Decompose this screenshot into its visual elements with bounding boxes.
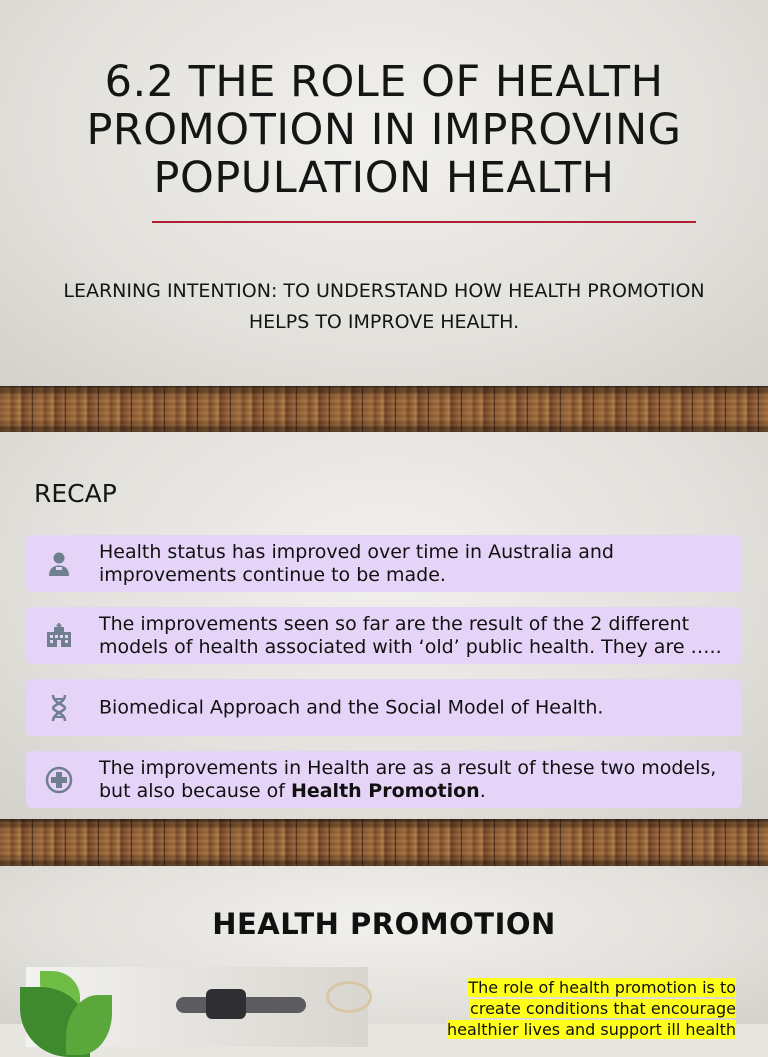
health-photo <box>26 967 368 1047</box>
recap-item-text: The improvements in Health are as a result of these two models, but also because of Health Promotion. <box>99 756 717 802</box>
learning-intention: LEARNING INTENTION: TO UNDERSTAND HOW HEALTH PROMOTION HELPS TO IMPROVE HEALTH. <box>63 280 705 333</box>
slide-title-heading: 6.2 THE ROLE OF HEALTH PROMOTION IN IMPROVING POPULATION HEALTH <box>86 57 682 203</box>
title-divider <box>152 221 696 223</box>
slide-title <box>0 0 768 386</box>
health-promotion-heading: HEALTH PROMOTION <box>212 907 556 941</box>
slide-health-promotion <box>0 866 768 1039</box>
recap-item-text: The improvements seen so far are the result of the 2 different models of health associated with ‘old’ public health. They are ….. <box>99 612 722 658</box>
health-promotion-emphasis: Health Promotion <box>290 779 480 802</box>
recap-item <box>26 679 742 736</box>
dna-icon <box>44 693 74 723</box>
recap-item <box>26 607 742 664</box>
health-promotion-body: The role of health promotion is to create conditions that encourage healthier lives and support ill health <box>447 978 736 1039</box>
person-icon <box>44 549 74 579</box>
recap-item-text: Biomedical Approach and the Social Model of Health. <box>99 696 604 718</box>
slide-recap <box>0 432 768 819</box>
recap-heading: RECAP <box>34 479 117 508</box>
wood-floor-divider <box>0 386 768 432</box>
hospital-icon <box>44 621 74 651</box>
recap-item <box>26 535 742 592</box>
wood-floor-divider <box>0 819 768 866</box>
recap-item <box>26 751 742 808</box>
medical-cross-icon <box>44 765 74 795</box>
recap-item-text: Health status has improved over time in Australia and improvements continue to be made. <box>99 540 614 586</box>
